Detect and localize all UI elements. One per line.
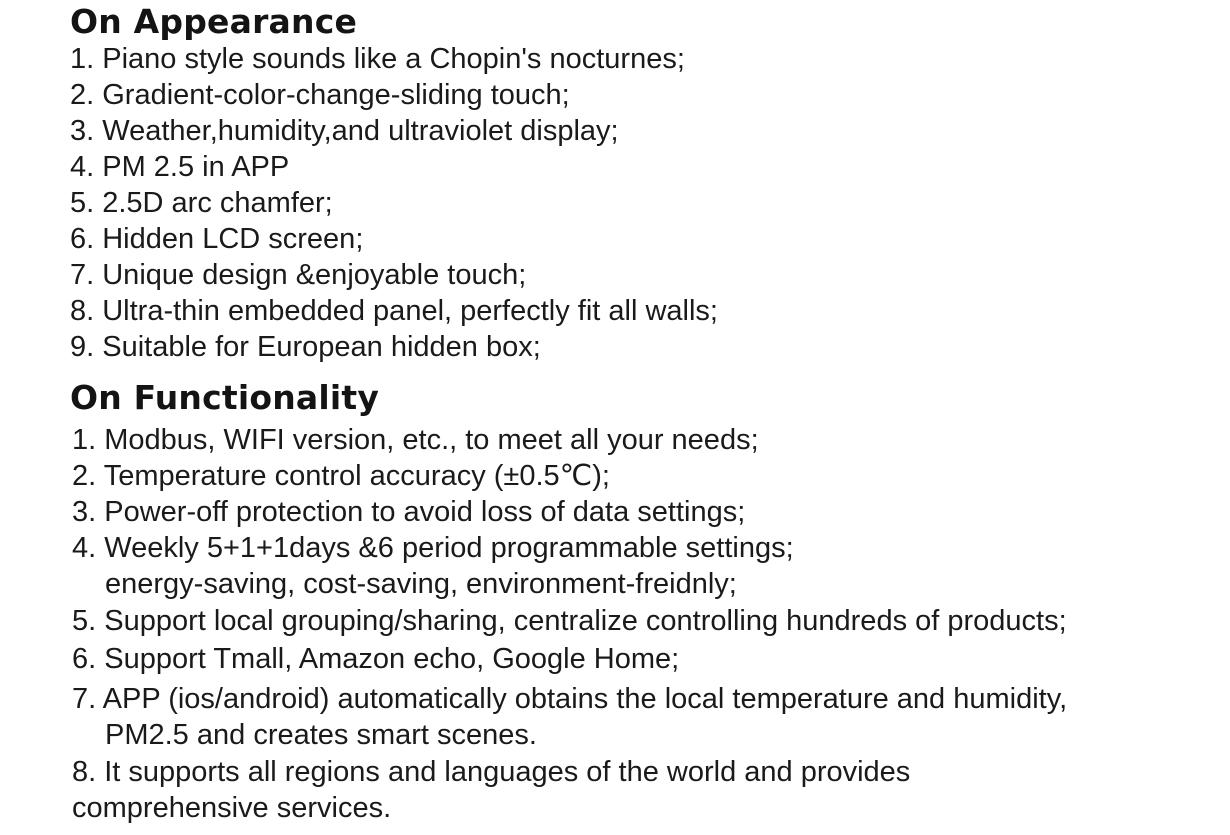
functionality-item: 3. Power-off protection to avoid loss of data settings; <box>72 496 746 528</box>
appearance-item: 2. Gradient-color-change-sliding touch; <box>70 79 570 111</box>
appearance-item: 7. Unique design &enjoyable touch; <box>70 259 527 291</box>
functionality-item: 2. Temperature control accuracy (±0.5℃); <box>72 460 610 492</box>
functionality-item: 5. Support local grouping/sharing, centralize controlling hundreds of products; <box>72 605 1067 637</box>
functionality-item-continuation: PM2.5 and creates smart scenes. <box>105 719 537 751</box>
appearance-item: 1. Piano style sounds like a Chopin's nocturnes; <box>70 43 685 75</box>
appearance-item: 8. Ultra-thin embedded panel, perfectly fit all walls; <box>70 295 718 327</box>
appearance-item: 4. PM 2.5 in APP <box>70 151 290 183</box>
appearance-item: 3. Weather,humidity,and ultraviolet display; <box>70 115 619 147</box>
appearance-item: 6. Hidden LCD screen; <box>70 223 364 255</box>
functionality-heading: On Functionality <box>70 378 380 417</box>
functionality-item: 8. It supports all regions and languages of the world and provides <box>72 756 911 788</box>
functionality-item: 1. Modbus, WIFI version, etc., to meet all your needs; <box>72 424 759 456</box>
appearance-heading: On Appearance <box>70 2 358 41</box>
functionality-item-continuation: comprehensive services. <box>72 792 392 824</box>
appearance-item: 5. 2.5D arc chamfer; <box>70 187 333 219</box>
functionality-item: 4. Weekly 5+1+1days &6 period programmable settings; <box>72 532 794 564</box>
functionality-item: 6. Support Tmall, Amazon echo, Google Home; <box>72 643 680 675</box>
functionality-item: 7. APP (ios/android) automatically obtains the local temperature and humidity, <box>72 683 1068 715</box>
appearance-item: 9. Suitable for European hidden box; <box>70 331 541 363</box>
functionality-item-continuation: energy-saving, cost-saving, environment-freidnly; <box>105 568 737 600</box>
